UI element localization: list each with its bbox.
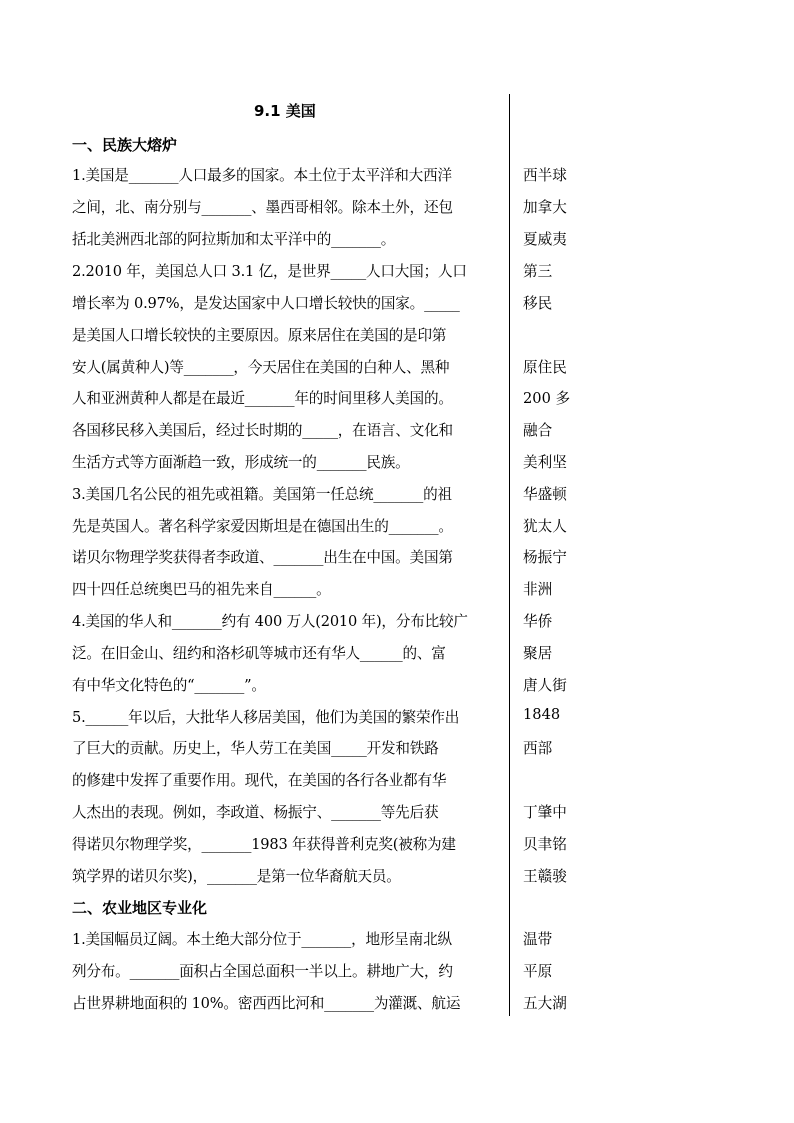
text-line: 4.美国的华人和_______约有 400 万人(2010 年)，分布比较广 [72,613,468,630]
text-line: 3.美国几名公民的祖先或祖籍。美国第一任总统_______的祖 [72,486,452,503]
answer-item: 加拿大 [523,199,567,216]
page-title: 9.1 美国 [254,102,316,120]
text-line: 人和亚洲黄种人都是在最近_______年的时间里移人美国的。 [72,390,453,407]
answer-item: 美利坚 [523,454,567,471]
text-line: 5.______年以后，大批华人移居美国，他们为美国的繁荣作出 [72,709,460,726]
text-line: 了巨大的贡献。历史上，华人劳工在美国_____开发和铁路 [72,740,439,757]
text-line: 括北美洲西北部的阿拉斯加和太平洋中的_______。 [72,231,396,248]
answer-item: 移民 [523,295,553,312]
answer-item: 夏威夷 [523,231,567,248]
text-line: 先是英国人。著名科学家爱因斯坦是在德国出生的_______。 [72,518,453,535]
text-line: 1.美国是_______人口最多的国家。本土位于太平洋和大西洋 [72,167,452,184]
answer-item: 贝聿铭 [523,836,567,853]
text-line: 生活方式等方面渐趋一致，形成统一的_______民族。 [72,454,410,471]
answer-item: 五大湖 [523,995,567,1012]
answer-item: 聚居 [523,645,553,662]
answer-item: 犹太人 [523,518,567,535]
text-line: 人杰出的表现。例如，李政道、杨振宁、_______等先后获 [72,804,439,821]
text-line: 泛。在旧金山、纽约和洛杉矶等城市还有华人______的、富 [72,645,446,662]
column-divider [509,94,510,1016]
text-line: 诺贝尔物理学奖获得者李政道、_______出生在中国。美国第 [72,549,453,566]
answer-item: 杨振宁 [523,549,567,566]
section-heading-1: 一、民族大熔炉 [72,136,178,154]
text-line: 的修建中发挥了重要作用。现代，在美国的各行各业都有华 [72,772,447,789]
text-line: 得诺贝尔物理学奖，_______1983 年获得普利克奖(被称为建 [72,836,456,853]
answer-item: 王赣骏 [523,868,567,885]
text-line: 筑学界的诺贝尔奖)，_______是第一位华裔航天员。 [72,868,401,885]
text-line: 列分布。_______面积占全国总面积一半以上。耕地广大，约 [72,963,453,980]
answer-item: 华侨 [523,613,553,630]
text-line: 占世界耕地面积的 10%。密西西比河和_______为灌溉、航运 [72,995,461,1012]
answer-item: 200 多 [523,390,571,407]
answer-item: 温带 [523,931,553,948]
answer-item: 第三 [523,263,553,280]
text-line: 有中华文化特色的“_______”。 [72,677,266,694]
answer-item: 非洲 [523,581,553,598]
answer-item: 西部 [523,740,553,757]
text-line: 是美国人口增长较快的主要原因。原来居住在美国的是印第 [72,327,447,344]
answer-item: 华盛顿 [523,486,567,503]
answer-item: 丁肇中 [523,804,567,821]
text-line: 1.美国幅员辽阔。本土绝大部分位于_______，地形呈南北纵 [72,931,452,948]
text-line: 各国移民移入美国后，经过长时期的_____，在语言、文化和 [72,422,453,439]
text-line: 安人(属黄种人)等_______，今天居住在美国的白种人、黑种 [72,359,450,376]
text-line: 增长率为 0.97%，是发达国家中人口增长较快的国家。_____ [72,295,460,312]
answer-item: 平原 [523,963,553,980]
text-line: 2.2010 年，美国总人口 3.1 亿，是世界_____人口大国；人口 [72,263,467,280]
text-line: 之间，北、南分别与_______、墨西哥相邻。除本土外，还包 [72,199,453,216]
answer-item: 1848 [523,706,561,723]
section-heading-2: 二、农业地区专业化 [72,899,208,917]
answer-item: 西半球 [523,167,567,184]
answer-item: 唐人街 [523,677,567,694]
text-line: 四十四任总统奥巴马的祖先来自______。 [72,581,331,598]
answer-item: 原住民 [523,359,567,376]
answer-item: 融合 [523,422,553,439]
